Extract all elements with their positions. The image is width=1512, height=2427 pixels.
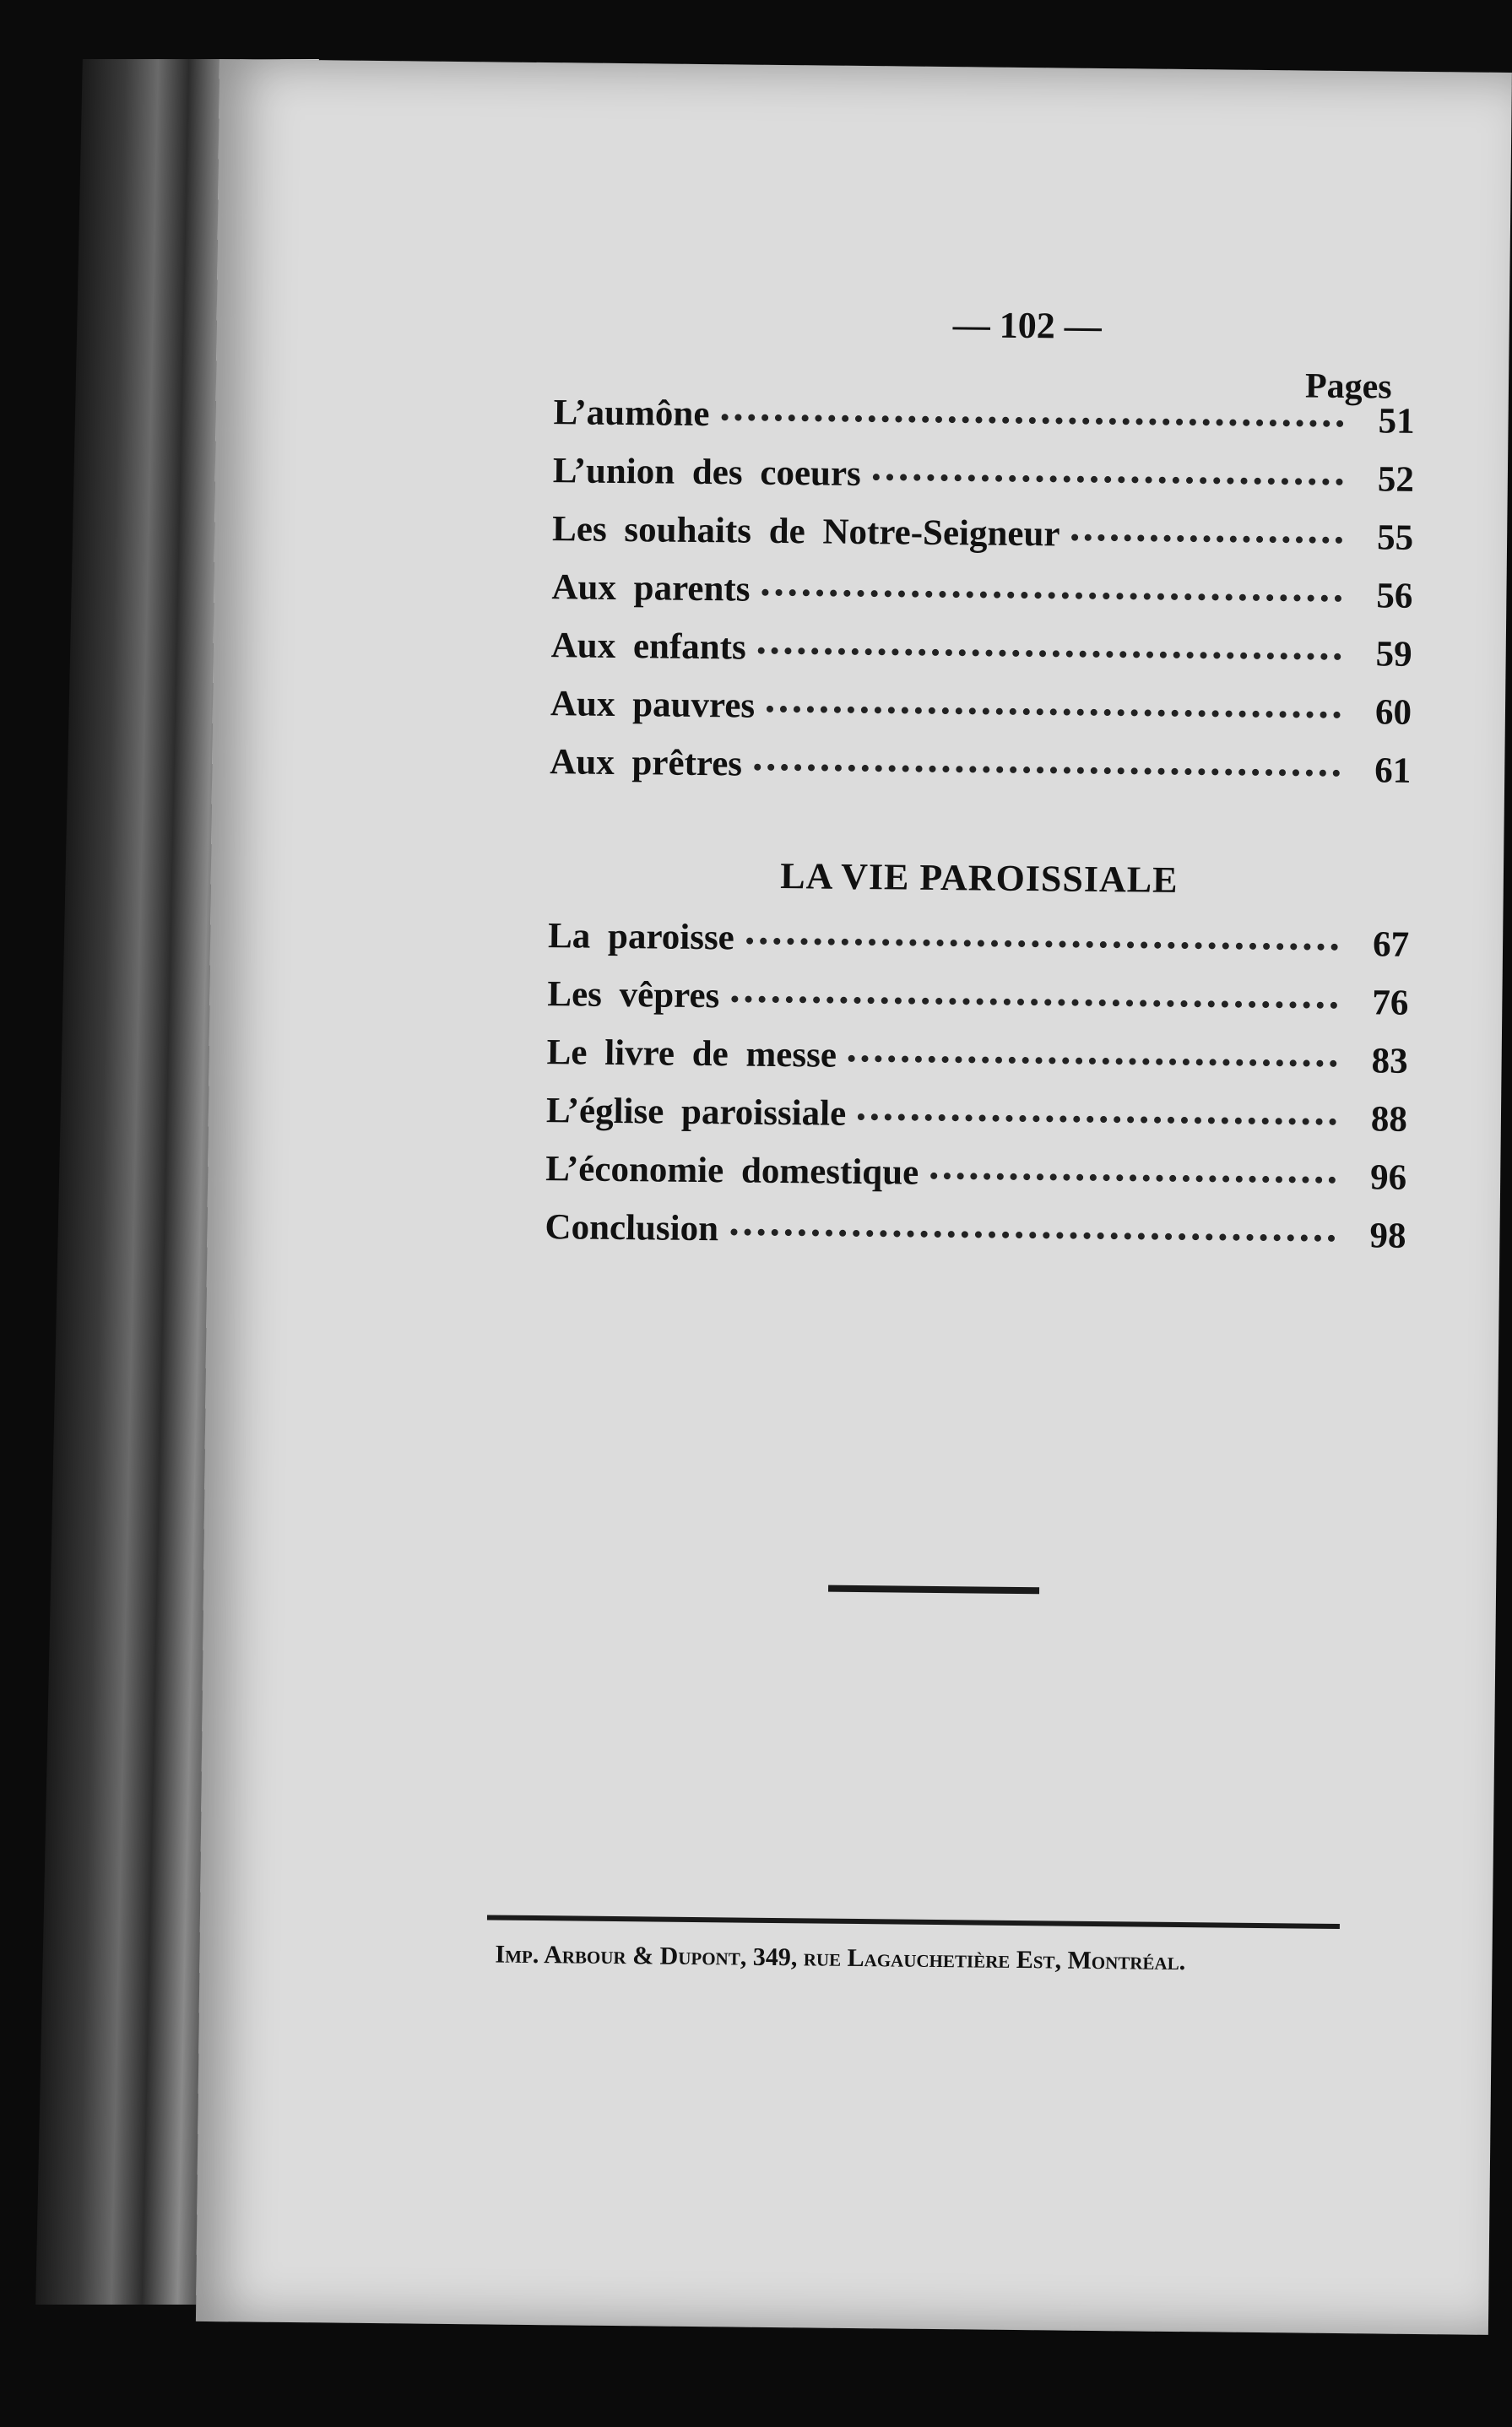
toc-entry-page: 55 bbox=[1376, 517, 1414, 558]
dot-leader bbox=[873, 470, 1343, 485]
dot-leader bbox=[754, 761, 1340, 777]
toc-entry-title: L’économie domestique bbox=[545, 1149, 919, 1193]
toc-entry bbox=[545, 1206, 1406, 1274]
toc-entry-title: Aux prêtres bbox=[550, 742, 743, 784]
toc-entry bbox=[550, 741, 1412, 809]
toc-entry bbox=[551, 566, 1413, 634]
toc-entry bbox=[547, 973, 1409, 1041]
toc-entry-page: 83 bbox=[1371, 1041, 1408, 1081]
toc-entry bbox=[552, 450, 1414, 517]
toc-entry-title: L’église paroissiale bbox=[545, 1091, 847, 1134]
toc-list-first bbox=[550, 392, 1415, 809]
toc-entry bbox=[550, 683, 1412, 750]
toc-entry-page: 52 bbox=[1377, 459, 1415, 500]
toc-entry bbox=[553, 392, 1415, 459]
dot-leader bbox=[858, 1110, 1336, 1125]
toc-entry-title: L’union des coeurs bbox=[552, 451, 862, 494]
section-heading: LA VIE PAROISSIALE bbox=[780, 855, 1179, 901]
dot-leader bbox=[758, 644, 1341, 660]
toc-entry bbox=[548, 915, 1410, 983]
dot-leader bbox=[730, 1225, 1336, 1242]
footer-rule bbox=[487, 1915, 1340, 1929]
toc-entry bbox=[550, 625, 1412, 692]
toc-entry-page: 61 bbox=[1374, 750, 1412, 791]
toc-entry bbox=[546, 1032, 1408, 1099]
toc-entry-title: Les souhaits de Notre-Seigneur bbox=[551, 509, 1060, 555]
toc-entry-title: Les vêpres bbox=[547, 974, 720, 1016]
dot-leader bbox=[761, 586, 1341, 602]
dot-leader bbox=[731, 992, 1337, 1009]
toc-entry bbox=[546, 1090, 1408, 1157]
toc-entry-title: Aux enfants bbox=[550, 626, 746, 668]
toc-entry-title: L’aumône bbox=[553, 393, 710, 435]
toc-entry-page: 56 bbox=[1376, 576, 1413, 616]
dot-leader bbox=[848, 1052, 1337, 1067]
toc-entry bbox=[552, 508, 1414, 576]
dot-leader bbox=[721, 410, 1343, 427]
toc-list-second bbox=[545, 915, 1409, 1274]
toc-entry-page: 59 bbox=[1375, 634, 1412, 674]
toc-entry-page: 88 bbox=[1370, 1099, 1408, 1140]
dot-leader bbox=[746, 935, 1338, 951]
toc-entry-page: 51 bbox=[1378, 401, 1415, 442]
toc-entry-page: 60 bbox=[1374, 692, 1412, 733]
toc-entry-title: Conclusion bbox=[545, 1207, 719, 1249]
toc-entry-page: 96 bbox=[1369, 1157, 1407, 1198]
ornament-rule bbox=[828, 1585, 1039, 1595]
book-page bbox=[196, 59, 1512, 2335]
toc-entry-page: 76 bbox=[1372, 983, 1409, 1023]
toc-entry-title: La paroisse bbox=[547, 916, 735, 958]
printer-imprint: Imp. Arbour & Dupont, 349, rue Lagauchetière Est, Montréal. bbox=[495, 1940, 1186, 1976]
toc-entry bbox=[545, 1148, 1407, 1216]
pages-column-header: Pages bbox=[1304, 366, 1392, 407]
toc-entry-page: 67 bbox=[1372, 924, 1410, 965]
dot-leader bbox=[767, 702, 1341, 718]
toc-entry-title: Aux pauvres bbox=[550, 684, 756, 726]
toc-entry-title: Le livre de messe bbox=[546, 1032, 837, 1075]
toc-entry-page: 98 bbox=[1369, 1216, 1406, 1256]
toc-entry-title: Aux parents bbox=[551, 567, 751, 609]
dot-leader bbox=[930, 1169, 1336, 1184]
page-number: — 102 — bbox=[952, 304, 1102, 347]
dot-leader bbox=[1071, 531, 1342, 544]
